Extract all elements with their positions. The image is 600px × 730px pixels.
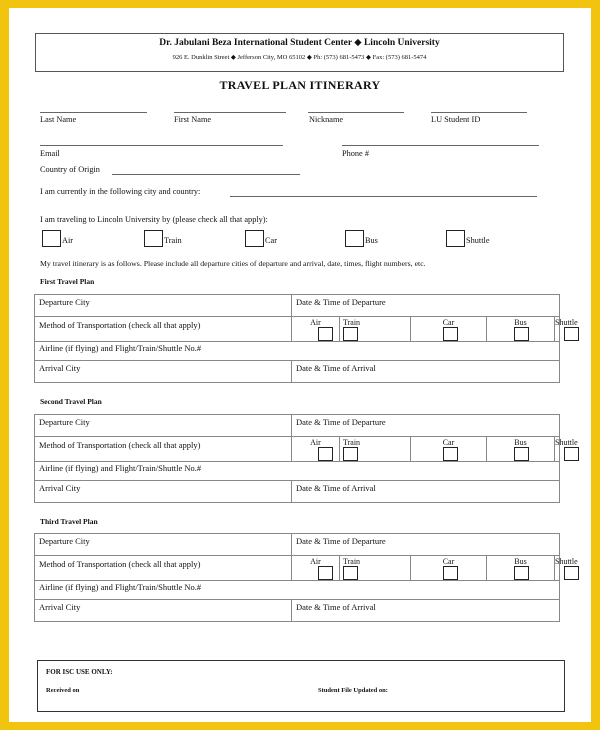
phone-label: Phone # [342,149,369,158]
last-name-field[interactable] [40,112,147,113]
phone-field[interactable] [342,145,539,146]
last-name-label: Last Name [40,115,77,124]
car-checkbox[interactable] [245,230,264,247]
bus-mode-cell: Bus [487,556,555,581]
plan-title: First Travel Plan [40,277,95,286]
departure-time-cell[interactable]: Date & Time of Departure [292,415,560,437]
shuttle-checkbox[interactable] [446,230,465,247]
arrival-time-cell[interactable]: Date & Time of Arrival [292,600,560,622]
country-label: Country of Origin [40,165,100,174]
air-label: Air [62,236,74,245]
plan-title: Second Travel Plan [40,397,102,406]
train-mode-cell: Train [340,556,411,581]
airline-cell[interactable]: Airline (if flying) and Flight/Train/Shuttle No.# [35,581,560,600]
air-mode-cell: Air [292,437,340,462]
car-mode-checkbox[interactable] [443,447,458,461]
received-on-label: Received on [46,687,80,694]
car-mode-checkbox[interactable] [443,566,458,580]
letterhead [35,33,564,72]
shuttle-mode-checkbox[interactable] [564,327,579,341]
shuttle-mode-cell: Shuttle [555,556,560,581]
air-mode-cell: Air [292,317,340,342]
bus-mode-cell: Bus [487,437,555,462]
itinerary-note: My travel itinerary is as follows. Please include all departure cities of departure and arrival, date, times, flight numbers, etc. [40,259,426,268]
arrival-city-cell[interactable]: Arrival City [35,481,292,503]
departure-time-cell[interactable]: Date & Time of Departure [292,295,560,317]
method-label-cell: Method of Transportation (check all that apply) [35,437,292,462]
air-mode-cell: Air [292,556,340,581]
student-id-field[interactable] [431,112,527,113]
arrival-city-cell[interactable]: Arrival City [35,361,292,383]
travel-plan-table [34,414,578,503]
bus-mode-checkbox[interactable] [514,447,529,461]
train-mode-checkbox[interactable] [343,327,358,341]
isc-use-box [37,660,565,712]
shuttle-mode-cell: Shuttle [555,317,560,342]
air-mode-checkbox[interactable] [318,566,333,580]
shuttle-mode-checkbox[interactable] [564,566,579,580]
bus-label: Bus [365,236,378,245]
method-label-cell: Method of Transportation (check all that apply) [35,317,292,342]
air-mode-checkbox[interactable] [318,327,333,341]
train-mode-cell: Train [340,317,411,342]
file-updated-label: Student File Updated on: [318,687,388,694]
air-checkbox[interactable] [42,230,61,247]
shuttle-label: Shuttle [466,236,490,245]
air-mode-checkbox[interactable] [318,447,333,461]
airline-cell[interactable]: Airline (if flying) and Flight/Train/Shuttle No.# [35,342,560,361]
student-id-label: LU Student ID [431,115,481,124]
car-label: Car [265,236,277,245]
car-mode-cell: Car [411,556,487,581]
email-label: Email [40,149,60,158]
departure-city-cell[interactable]: Departure City [35,534,292,556]
bus-checkbox[interactable] [345,230,364,247]
first-name-label: First Name [174,115,212,124]
current-location-label: I am currently in the following city and country: [40,187,201,196]
arrival-time-cell[interactable]: Date & Time of Arrival [292,361,560,383]
country-field[interactable] [112,174,300,175]
arrival-time-cell[interactable]: Date & Time of Arrival [292,481,560,503]
car-mode-cell: Car [411,317,487,342]
nickname-label: Nickname [309,115,344,124]
nickname-field[interactable] [308,112,404,113]
departure-city-cell[interactable]: Departure City [35,415,292,437]
shuttle-mode-checkbox[interactable] [564,447,579,461]
train-mode-checkbox[interactable] [343,566,358,580]
train-mode-checkbox[interactable] [343,447,358,461]
departure-city-cell[interactable]: Departure City [35,295,292,317]
isc-use-title: FOR ISC USE ONLY: [46,668,113,676]
current-location-field[interactable] [230,196,537,197]
bus-mode-checkbox[interactable] [514,566,529,580]
arrival-city-cell[interactable]: Arrival City [35,600,292,622]
plan-title: Third Travel Plan [40,517,98,526]
airline-cell[interactable]: Airline (if flying) and Flight/Train/Shuttle No.# [35,462,560,481]
center-address: 926 E. Dunklin Street ◆ Jefferson City, MO 65102 ◆ Ph: (573) 681-5473 ◆ Fax: (573) 681-5474 [172,54,427,61]
traveling-prompt: I am traveling to Lincoln University by (please check all that apply): [40,215,268,224]
method-label-cell: Method of Transportation (check all that apply) [35,556,292,581]
car-mode-cell: Car [411,437,487,462]
bus-mode-cell: Bus [487,317,555,342]
car-mode-checkbox[interactable] [443,327,458,341]
travel-plan-table [34,294,578,383]
train-mode-cell: Train [340,437,411,462]
email-field[interactable] [40,145,283,146]
bus-mode-checkbox[interactable] [514,327,529,341]
travel-plan-table [34,533,578,622]
train-label: Train [164,236,182,245]
shuttle-mode-cell: Shuttle [555,437,560,462]
train-checkbox[interactable] [144,230,163,247]
page-title: TRAVEL PLAN ITINERARY [219,78,381,92]
document-page [9,8,591,722]
center-name: Dr. Jabulani Beza International Student Center ◆ Lincoln University [159,38,440,48]
departure-time-cell[interactable]: Date & Time of Departure [292,534,560,556]
first-name-field[interactable] [174,112,286,113]
